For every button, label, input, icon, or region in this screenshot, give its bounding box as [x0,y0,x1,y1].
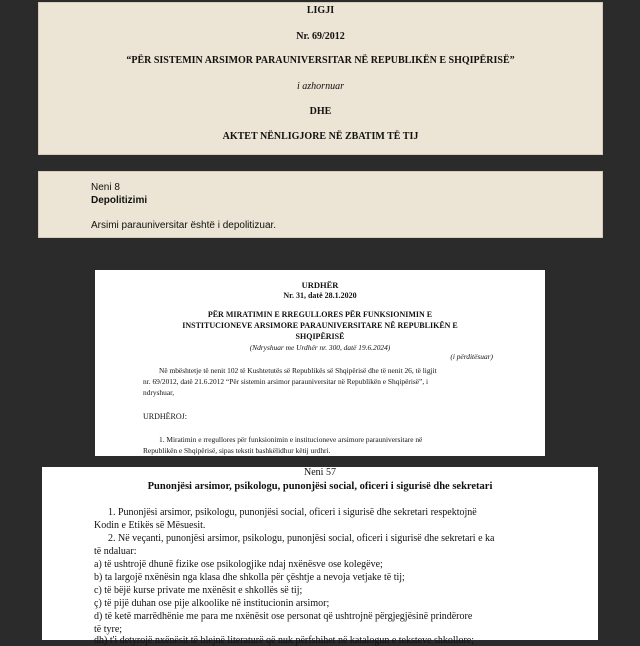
order-panel [95,270,545,456]
article-8-panel [38,171,603,238]
order-number: Nr. 31, datë 28.1.2020 [283,291,357,300]
order-heading-line1: PËR MIRATIMIN E RREGULLORES PËR FUNKSIONIMIN E [207,310,433,319]
article-57-panel [42,467,598,646]
article-57-line: a) të ushtrojë dhunë fizike ose psikologjike ndaj nxënësve ose kolegëve; [94,559,383,570]
article-57-title: Punonjësi arsimor, psikologu, punonjësi social, oficeri i sigurisë dhe sekretari [147,481,493,492]
order-basis-line1: Në mbështetje të nenit 102 të Kushtetutës së Republikës së Shqipërisë dhe të nenit 26, të ligjit [159,366,437,375]
article-57-line: 1. Punonjësi arsimor, psikologu, punonjësi social, oficeri i sigurisë dhe sekretari respektojnë [108,507,477,518]
article-8-title: Depolitizimi [91,195,148,206]
article-57-line: dh) t'i detyrojë nxënësit të blejnë literaturë që nuk përfshihet në katalogun e teksteve shkollore; [94,635,475,646]
law-header-panel [38,2,603,155]
article-57-line: d) të ketë marrëdhënie me para me nxënësit ose personat që ushtrojnë përgjegjësinë prindërore [94,611,473,622]
order-point1-line1: 1. Miratimin e rregullores për funksionimin e institucioneve arsimore parauniversitare në [159,435,423,444]
law-status: i azhornuar [297,81,344,92]
order-amended-note: (Ndryshuar me Urdhër nr. 300, datë 19.6.2024) [249,343,391,352]
order-point1-line2: Republikën e Shqipërisë, sipas tekstit bashkëlidhur këtij urdhri. [143,446,331,455]
law-and: DHE [309,106,332,117]
order-word: URDHËROJ: [143,412,188,421]
order-basis-line2: nr. 69/2012, datë 21.6.2012 “Për sistemin arsimor parauniversitar në Republikën e Shqipërisë”, i [143,377,429,386]
article-8-text: Arsimi parauniversitar është i depolitizuar. [91,220,277,231]
article-57-line: ç) të pijë duhan ose pije alkoolike në institucionin arsimor; [94,598,330,609]
order-basis-line3: ndryshuar, [143,388,175,397]
law-title: LIGJI [306,5,335,16]
article-57-line: c) të bëjë kurse private me nxënësit e shkollës së tij; [94,585,303,596]
order-heading-line3: SHQIPËRISË [295,332,345,341]
article-57-line: 2. Në veçanti, punonjësi arsimor, psikologu, punonjësi social, oficeri i sigurisë dhe sekretari e ka [108,533,495,544]
article-57-line: b) ta largojë nxënësin nga klasa dhe shkolla për çështje a nevoja vetjake të tij; [94,572,405,583]
article-57-number: Neni 57 [304,467,336,478]
law-subject: “PËR SISTEMIN ARSIMOR PARAUNIVERSITAR NË REPUBLIKËN E SHQIPËRISË” [126,55,515,66]
order-updated-note: (i përditësuar) [450,352,493,361]
article-57-line: Kodin e Etikës së Mësuesit. [94,520,206,531]
article-8-number: Neni 8 [91,182,120,193]
law-acts: AKTET NËNLIGJORE NË ZBATIM TË TIJ [222,131,419,142]
article-57-line: të ndaluar: [94,546,137,557]
order-heading-line2: INSTITUCIONEVE ARSIMORE PARAUNIVERSITARE NË REPUBLIKËN E [182,321,458,330]
order-title: URDHËR [301,280,339,290]
article-57-line: të tyre; [94,624,123,635]
law-number: Nr. 69/2012 [296,31,345,42]
